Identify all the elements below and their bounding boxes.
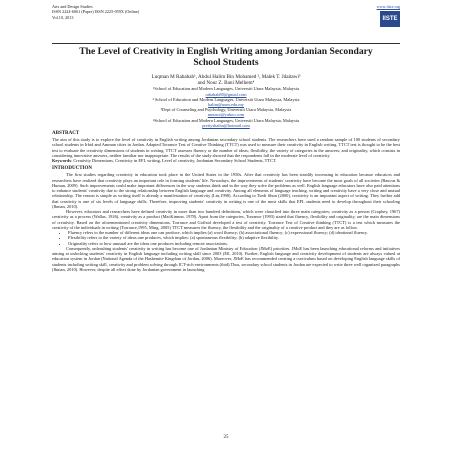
keywords-label: Keywords xyxy=(52,158,72,164)
affiliation-1-email[interactable]: rababah80@gmail.com xyxy=(205,91,247,97)
iiste-logo: IISTE xyxy=(380,11,400,27)
author-line-1: Luqman M Rababah¹, Abdul Halim Bin Mohamed ², Malek T. Jdaitawi³ xyxy=(151,74,301,80)
abstract-text: The aim of this study is to explore the level of creativity in English writing among Jordanian secondary school students. The researchers have used a random sample of 100 students of secondary school students in Irbid and Amman cities in Jordan. Adapted Torrance Test of Creative Thinking (TTCT) was used to measure their creativity in English writing. TTCT test is thought to be the best test to evaluate the creativity dimensions of students in writing. TTCT assesses fluency or the number of ideas; flexibility, the variety of categories in the answers; and originality, which consists in considering innovative answers, neither familiar nor inappropriate. The results of the study showed that the respondents fall in the moderate level of creativity xyxy=(52,137,400,158)
affiliation-1: ¹School of Education and Modern Languages, Universiti Utara Malaysia, Malaysia xyxy=(153,86,299,92)
journal-url-link[interactable]: www.iiste.org xyxy=(376,4,400,9)
affiliation-3: ³Dept of Counseling and Psychology, Universiti Utara Malaysia, Malaysia xyxy=(160,107,292,113)
header-divider xyxy=(52,43,400,44)
intro-paragraph-1: The first studies regarding creativity in education took place in the United States in the 1950s. After that creativity has been steadily increasing in education because educators and researchers have realized that creativity plays an important role in forming students' life. Nowadays, the improvements of students' creativity have become the most goals of all societies (Baucus & Human, 2009). Such improvements could make important differences in the way students think and in the way they solve the problems as well. English language educators have also paid attentions to enhance students' creativity due to the strong relationship between English language and creativity. Among all elements of language teaching, writing and creativity have a very close and mutual relationship. The reason is simple as writing itself is already a manifestation of creativity (Lin,1998). According to Tsedi Shun (2000), creativity is an important aspect of writing. They further add that creativity is one of six levels of language skills. Therefore, improving students' creativity in writing is one of the most skills that EFL students need to develop throughout their schooling (Ibnian, 2010). xyxy=(52,172,400,209)
intro-paragraph-3: Consequently, unleashing students' creativity in writing has become one of Jordanian Ministry of Education (JMoE) priorities. JMoE has been launching educational reforms and initiatives aiming at unlocking students' creativity in English language including writing skill since 2003 (Ell, 2010). Further, English language and creativity development of students are always valued at education system in Jordan (National Agenda of the Hashemite Kingdom of Jordan, 2006). Moreover, JMoE has recommended creating a curriculum based on developing English language skills of students including writing skill, creativity and problem solving through ICT-rich environments (ibid).Thus, secondary school students in Jordan are expected to write three well organized paragraphs (Ibnian, 2010). However, despite all effort done by Jordanian government in launching xyxy=(52,245,400,272)
author-list xyxy=(52,74,400,86)
journal-issn: ISSN 2224-6061 (Paper) ISSN 2225-059X (Online) xyxy=(52,9,140,15)
introduction-heading: INTRODUCTION xyxy=(52,166,93,172)
bullet-fluency: • Fluency refers to the number of different ideas one can produce, which implies (a) word fluency; (b) associational fluency; (c) expressional fluency; (d) ideational fluency. xyxy=(68,230,400,235)
paper-title: The Level of Creativity in English Writing among Jordanian Secondary School Students xyxy=(79,46,373,68)
affiliation-2: ² School of Education and Modern Languages, Universiti Utara Malaysia, Malaysia xyxy=(152,96,300,102)
keywords-list: : Creativity Dimensions, Creativity in EFL writing, Level of creativity, Jordanian Secondary School Students, TTCT. xyxy=(71,158,277,164)
page-number: 25 xyxy=(223,435,229,440)
author-line-2: and Nour Z. Bani Melhem⁴ xyxy=(197,80,255,87)
journal-brand xyxy=(377,4,400,27)
affiliation-4: ⁴School of Education and Modern Languages, Universiti Utara Malaysia, Malaysia xyxy=(152,117,300,123)
bullet-originality: • Originality refers to how unusual are the ideas one produces including remote associations. xyxy=(68,241,400,246)
journal-info xyxy=(52,4,139,20)
affiliation-3-email[interactable]: mnusot@yahoo.com xyxy=(207,112,245,118)
affiliation-2-email[interactable]: halim@uum.edu.my xyxy=(208,102,244,108)
affiliation-4-email[interactable]: prettyshatha@hotmail.com xyxy=(202,122,250,128)
keywords-line xyxy=(52,158,400,163)
intro-paragraph-2: However, educators and researchers have defined creativity in more than two hundred definitions, which were classified into three main categories; creativity as a person (Crophey, 1967) creativity as a process (Wallas, 1926), creativity as a product (MacKinnon, 1978). Apart from the categories, Torrance (1993) stated that fluency, flexibility and originality, are the main dimensions of creativity. Based on the aforementioned creativity dimensions, Torrance and Goffstd developed a test of creativity. Torrance Test of Creative thinking (TTCT) is a test which measures the creativity of the individuals in writing (Torrance,1995, Ming, 2005) TTCT measures the fluency, the flexibility and the originality of a creative product and they are as follow. xyxy=(52,209,400,230)
bullet-flexibility: • Flexibility refers to the variety of ideas one produces, which implies: (a) spontaneous flexibility; (b) adaptive flexibility. xyxy=(68,235,400,240)
abstract-heading: ABSTRACT xyxy=(52,131,80,137)
journal-header xyxy=(52,2,400,42)
journal-name: Arts and Design Studies xyxy=(52,4,93,9)
dimension-bullet-list xyxy=(52,230,400,246)
affiliations xyxy=(52,86,400,128)
journal-volume: Vol.10, 2013 xyxy=(52,14,74,20)
